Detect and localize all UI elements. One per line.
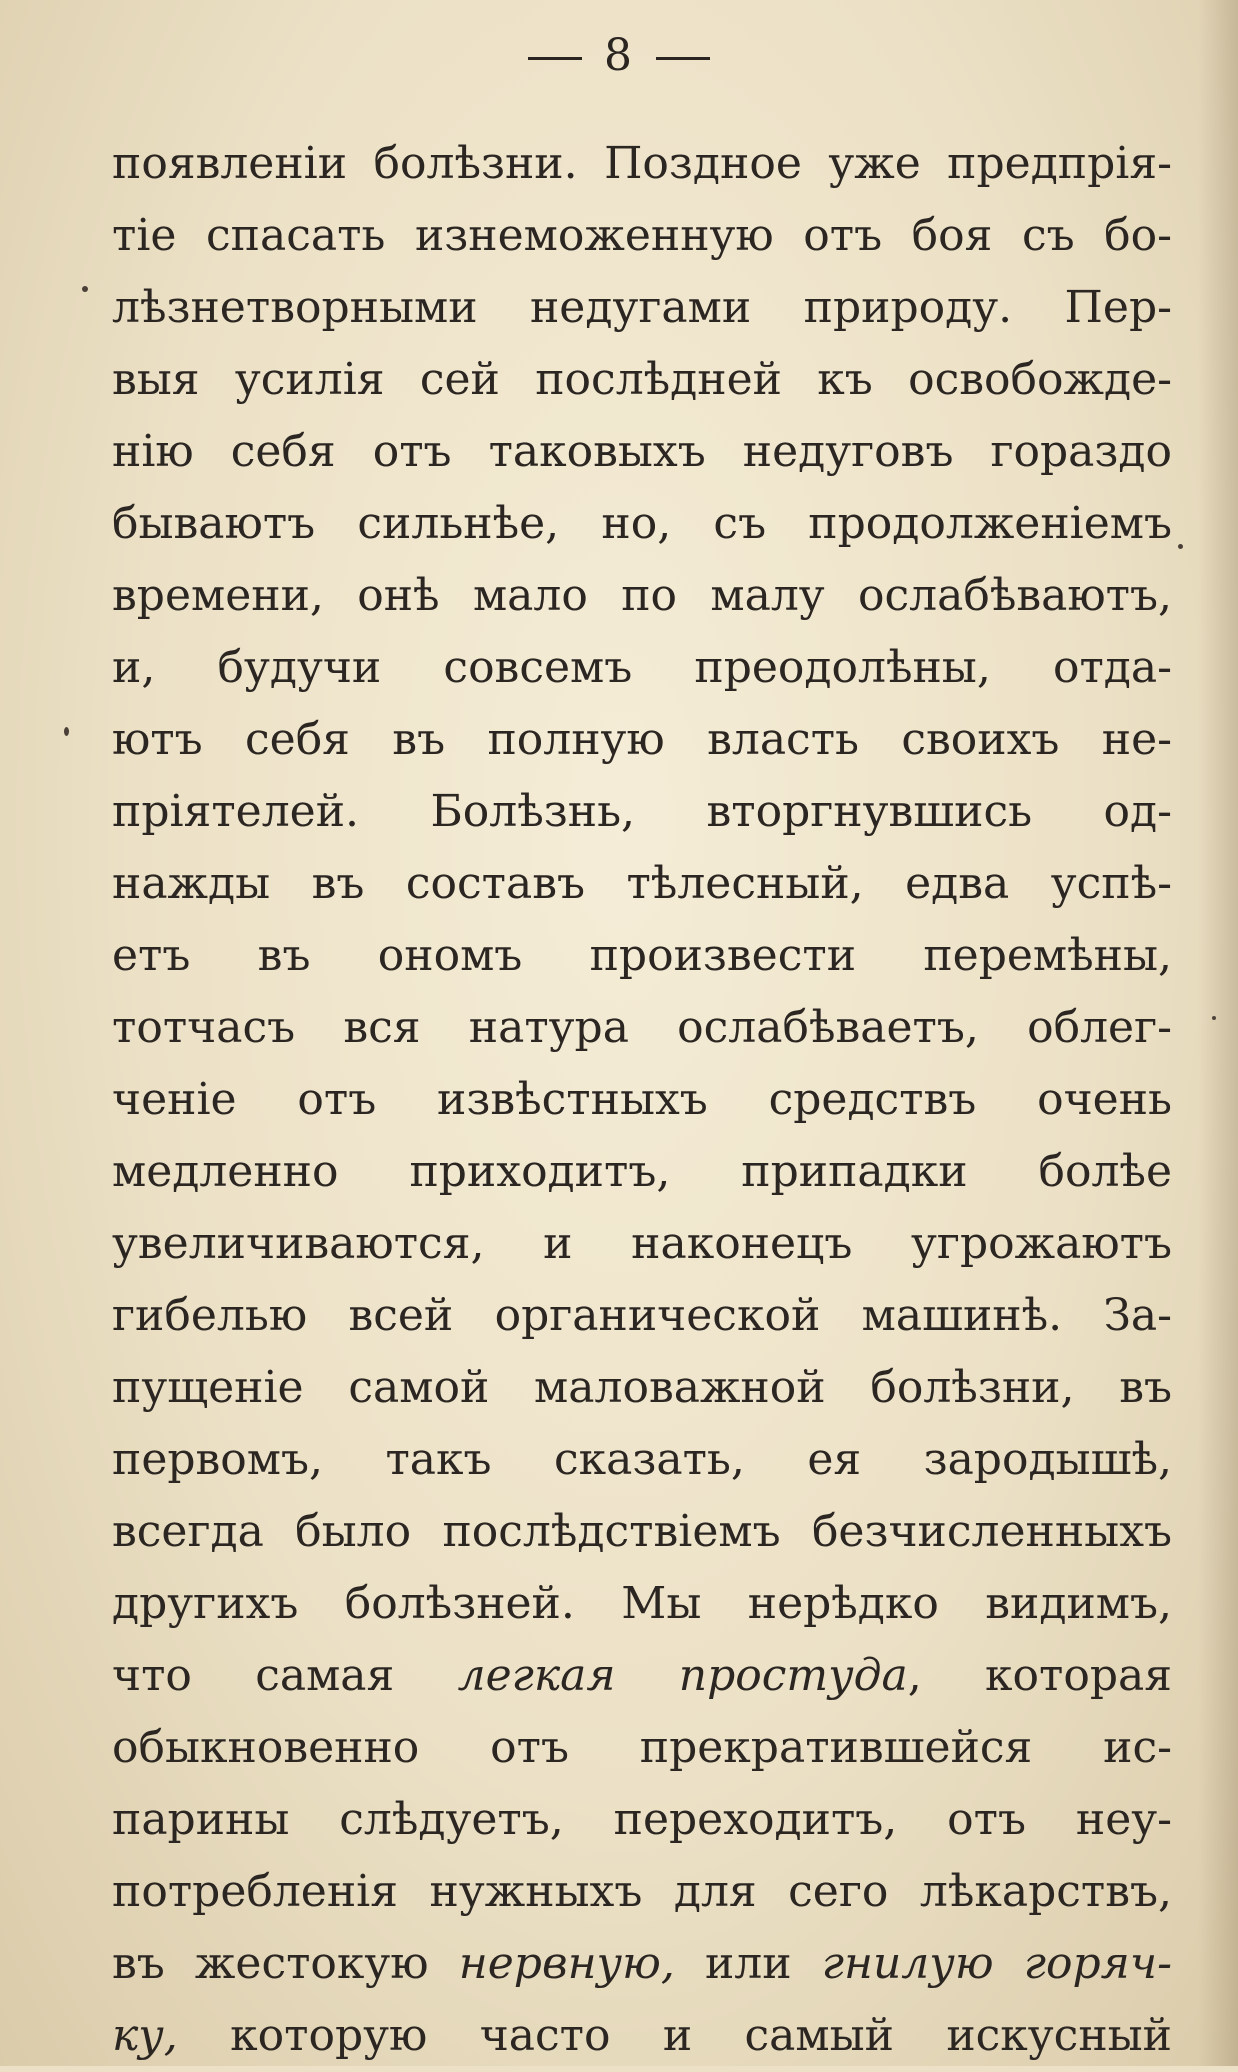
text-line-10: пріятелей. Болѣзнь, вторгнувшись од- xyxy=(112,786,1172,837)
text-line-13: тотчасъ вся натура ослабѣваетъ, облег- xyxy=(112,1002,1172,1053)
text-line-5: нію себя отъ таковыхъ недуговъ гораздо xyxy=(112,426,1172,477)
text-line-8: и, будучи совсемъ преодолѣны, отда- xyxy=(112,642,1172,693)
text-line-22-italic: легкая простуда xyxy=(457,1650,908,1701)
page-number-value: 8 xyxy=(604,30,634,81)
text-line-15: медленно приходитъ, припадки болѣе xyxy=(112,1146,1172,1197)
text-line-6: бываютъ сильнѣе, но, съ продолженіемъ xyxy=(112,498,1172,549)
text-line-26-italic-1: нервную, xyxy=(458,1938,675,1989)
text-line-27-italic: ку, xyxy=(112,2010,178,2061)
page-number-dash-right xyxy=(656,57,710,60)
text-line-27-after: которую часто и самый искусный xyxy=(177,2010,1172,2061)
text-line-4: выя усилія сей послѣдней къ освобожде- xyxy=(112,354,1172,405)
text-line-22-before: что самая xyxy=(112,1650,458,1701)
text-line-26-before: въ жестокую xyxy=(112,1938,459,1989)
text-line-19: первомъ, такъ сказать, ея зародышѣ, xyxy=(112,1434,1172,1485)
text-line-26-italic-2: гнилую горяч- xyxy=(821,1938,1172,1989)
text-line-24: парины слѣдуетъ, переходитъ, отъ неу- xyxy=(112,1794,1172,1845)
body-text xyxy=(112,128,1172,2072)
text-line-25: потребленія нужныхъ для сего лѣкарствъ, xyxy=(112,1866,1172,1917)
text-line-2: тіе спасать изнеможенную отъ боя съ бо- xyxy=(112,210,1172,261)
text-line-7: времени, онѣ мало по малу ослабѣваютъ, xyxy=(112,570,1172,621)
text-line-22 xyxy=(112,1640,1172,1712)
ink-speck-4 xyxy=(1212,1016,1216,1020)
text-line-12: етъ въ ономъ произвести перемѣны, xyxy=(112,930,1172,981)
text-line-26 xyxy=(112,1928,1172,2000)
text-line-22-after: , которая xyxy=(907,1650,1172,1701)
text-line-3: лѣзнетворными недугами природу. Пер- xyxy=(112,282,1172,333)
text-line-23: обыкновенно отъ прекратившейся ис- xyxy=(112,1722,1172,1773)
text-line-18: пущеніе самой маловажной болѣзни, въ xyxy=(112,1362,1172,1413)
text-line-9: ютъ себя въ полную власть своихъ не- xyxy=(112,714,1172,765)
page-number-dash-left xyxy=(528,57,582,60)
ink-speck-1 xyxy=(82,286,88,292)
text-line-16: увеличиваются, и наконецъ угрожаютъ xyxy=(112,1218,1172,1269)
ink-speck-3 xyxy=(1178,544,1183,549)
text-line-26-middle: или xyxy=(674,1938,822,1989)
ink-speck-2 xyxy=(64,727,69,736)
text-line-21: другихъ болѣзней. Мы нерѣдко видимъ, xyxy=(112,1578,1172,1629)
text-line-14: ченіе отъ извѣстныхъ средствъ очень xyxy=(112,1074,1172,1125)
text-line-11: нажды въ составъ тѣлесный, едва успѣ- xyxy=(112,858,1172,909)
page-number xyxy=(0,30,1238,81)
text-line-27 xyxy=(112,2000,1172,2072)
text-line-1: появленіи болѣзни. Поздное уже предпрія- xyxy=(112,138,1172,189)
text-line-17: гибелью всей органической машинѣ. За- xyxy=(112,1290,1172,1341)
text-line-20: всегда было послѣдствіемъ безчисленныхъ xyxy=(112,1506,1172,1557)
